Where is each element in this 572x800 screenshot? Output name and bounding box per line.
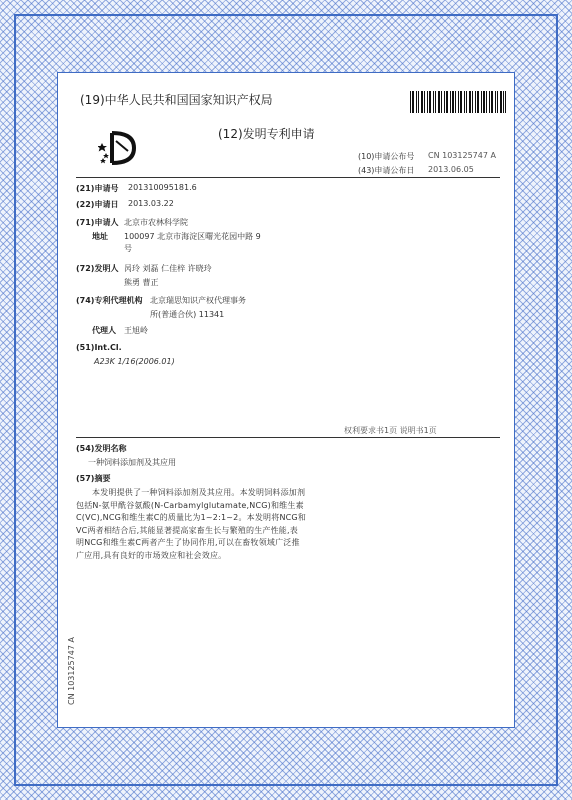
applicant-label: (71)申请人: [76, 218, 119, 227]
applicant: 北京市农林科学院: [124, 218, 188, 227]
int-cl: A23K 1/16(2006.01): [94, 357, 175, 366]
barcode: [410, 91, 506, 113]
document-sheet: [57, 72, 515, 728]
inventors-line-1: 呙玲 刘磊 仁佳梓 许晓玲: [124, 264, 212, 273]
document-type: (12)发明专利申请: [218, 127, 315, 141]
abstract-divider: [76, 437, 500, 438]
application-number: 201310095181.6: [128, 183, 197, 192]
inventors-label: (72)发明人: [76, 264, 119, 273]
agency-line-2: 所(普通合伙) 11341: [150, 310, 225, 319]
invention-title: 一种饲料添加剂及其应用: [88, 458, 176, 467]
address-line-1: 100097 北京市海淀区曙光花园中路 9: [124, 232, 261, 241]
application-date: 2013.03.22: [128, 199, 174, 208]
inventors-line-2: 熊勇 曹正: [124, 278, 159, 287]
int-cl-label: (51)Int.Cl.: [76, 343, 122, 352]
agent-label: 代理人: [92, 326, 116, 335]
abstract-text: 本发明提供了一种饲料添加剂及其应用。本发明饲料添加剂包括N-氨甲酰谷氨酸(N-Carbamylglutamate,NCG)和维生素C(VC),NCG和维生素C的质量比为1~2:1~2。本发明将NCG和VC两者相结合后,其能显著提高家畜生长与繁殖的生产性能,表明NCG和维生素C两者产生了协同作用,可以在畜牧领域广泛推广应用,具有良好的市场效应和社会效应。: [76, 488, 307, 560]
publication-number: CN 103125747 A: [428, 151, 496, 160]
application-date-label: (22)申请日: [76, 200, 119, 209]
agency-label: (74)专利代理机构: [76, 296, 143, 305]
invention-title-label: (54)发明名称: [76, 444, 127, 453]
agency-line-1: 北京瑞思知识产权代理事务: [150, 296, 246, 305]
address-label: 地址: [92, 232, 108, 241]
publication-number-label: (10)申请公布号: [358, 152, 415, 161]
publication-date: 2013.06.05: [428, 165, 474, 174]
office-name: (19)中华人民共和国国家知识产权局: [80, 93, 273, 107]
publication-date-label: (43)申请公布日: [358, 166, 415, 175]
abstract-label: (57)摘要: [76, 474, 111, 483]
side-publication-number: CN 103125747 A: [67, 637, 76, 705]
header-divider: [76, 177, 500, 178]
address-line-2: 号: [124, 244, 132, 253]
sipo-emblem-icon: [98, 127, 142, 167]
page-counts: 权利要求书1页 说明书1页: [344, 426, 437, 435]
agent: 王旭岭: [124, 326, 148, 335]
application-number-label: (21)申请号: [76, 184, 119, 193]
